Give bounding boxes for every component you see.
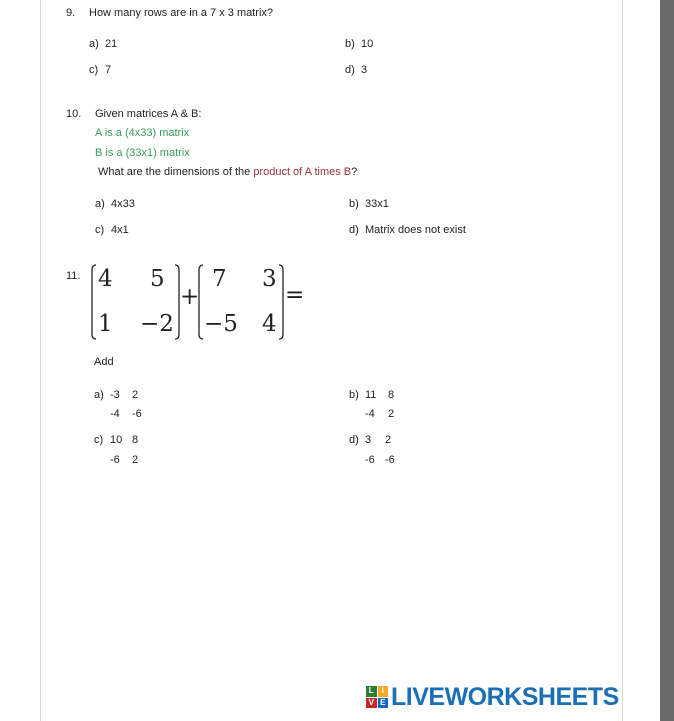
- q9-option-b-text: 10: [361, 38, 374, 50]
- q10-option-d-text: Matrix does not exist: [365, 224, 466, 236]
- q10-option-b-text: 33x1: [365, 198, 389, 210]
- q10-option-a-letter: a): [95, 198, 105, 210]
- page-right-border: [622, 0, 623, 721]
- q11-option-a-r1c1: -3: [110, 389, 120, 401]
- q11-option-b-r1c1: 11: [365, 389, 377, 401]
- q10-option-c-text: 4x1: [111, 224, 129, 236]
- q11-option-c-letter: c): [94, 434, 104, 446]
- q11-option-b-r2c1: -4: [365, 408, 375, 420]
- q11-option-b-letter: b): [349, 389, 359, 401]
- question-10-matrix-a: A is a (4x33) matrix: [95, 127, 190, 139]
- question-10-text-highlight: product of A times B: [253, 166, 352, 178]
- q11-option-a-letter: a): [94, 389, 104, 401]
- matrix-b-cell-1-1: 7: [212, 266, 227, 292]
- question-9-text: How many rows are in a 7 x 3 matrix?: [89, 7, 274, 19]
- q10-option-b-letter: b): [349, 198, 359, 210]
- q11-option-c-r2c1: -6: [110, 454, 120, 466]
- logo-letter-v: V: [366, 698, 377, 709]
- q11-option-c-r1c1: 10: [110, 434, 123, 446]
- logo-letter-l: L: [366, 686, 377, 697]
- equals-operator: =: [285, 282, 305, 308]
- liveworksheets-logo-text: LIVEWORKSHEETS: [391, 683, 619, 711]
- q11-option-d-r2c2: -6: [385, 454, 395, 466]
- question-11-number: 11.: [66, 270, 81, 282]
- q11-option-d-r1c1: 3: [365, 434, 372, 446]
- q9-option-d-letter: d): [345, 64, 355, 76]
- matrix-b-right-bracket: [277, 264, 285, 340]
- matrix-b-cell-2-2: 4: [262, 311, 277, 337]
- q9-option-d-text: 3: [361, 64, 368, 76]
- plus-operator: +: [180, 284, 200, 310]
- q11-option-a-r2c2: -6: [132, 408, 142, 420]
- q9-option-a-letter: a): [89, 38, 99, 50]
- matrix-a-cell-1-2: 5: [150, 266, 165, 292]
- q10-option-c-letter: c): [95, 224, 105, 236]
- matrix-a-cell-2-1: 1: [98, 311, 113, 337]
- question-9-number: 9.: [66, 7, 76, 19]
- q11-option-d-r2c1: -6: [365, 454, 375, 466]
- question-10-matrix-b: B is a (33x1) matrix: [95, 147, 190, 159]
- question-10-text: [98, 166, 357, 179]
- q9-option-b-letter: b): [345, 38, 355, 50]
- question-10-number: 10.: [66, 108, 82, 120]
- q11-option-c-r1c2: 8: [132, 434, 139, 446]
- question-11-instruction: Add: [94, 356, 114, 368]
- q11-option-a-r2c1: -4: [110, 408, 120, 420]
- q11-option-d-r1c2: 2: [385, 434, 392, 446]
- q10-option-a-text: 4x33: [111, 198, 135, 210]
- matrix-b-cell-2-1: −5: [204, 311, 238, 337]
- logo-letter-i: I: [378, 686, 389, 697]
- matrix-a-cell-2-2: −2: [140, 311, 174, 337]
- q9-option-c-letter: c): [89, 64, 99, 76]
- matrix-b-cell-1-2: 3: [262, 266, 277, 292]
- q11-option-d-letter: d): [349, 434, 359, 446]
- q9-option-a-text: 21: [105, 38, 118, 50]
- liveworksheets-logo[interactable]: [366, 685, 619, 709]
- q10-option-d-letter: d): [349, 224, 359, 236]
- liveworksheets-logo-icon: [366, 686, 388, 708]
- matrix-a-left-bracket: [90, 264, 98, 340]
- question-10-text-prefix: What are the dimensions of the: [98, 166, 254, 178]
- q11-option-c-r2c2: 2: [132, 454, 139, 466]
- viewer-side-panel: [660, 0, 674, 721]
- q9-option-c-text: 7: [105, 64, 112, 76]
- matrix-a-cell-1-1: 4: [98, 266, 113, 292]
- q11-option-a-r1c2: 2: [132, 389, 139, 401]
- question-10-intro: Given matrices A & B:: [95, 108, 202, 120]
- question-10-text-suffix: ?: [351, 166, 358, 178]
- page-left-border: [40, 0, 41, 721]
- q11-option-b-r2c2: 2: [388, 408, 395, 420]
- logo-letter-e: E: [378, 698, 389, 709]
- q11-option-b-r1c2: 8: [388, 389, 395, 401]
